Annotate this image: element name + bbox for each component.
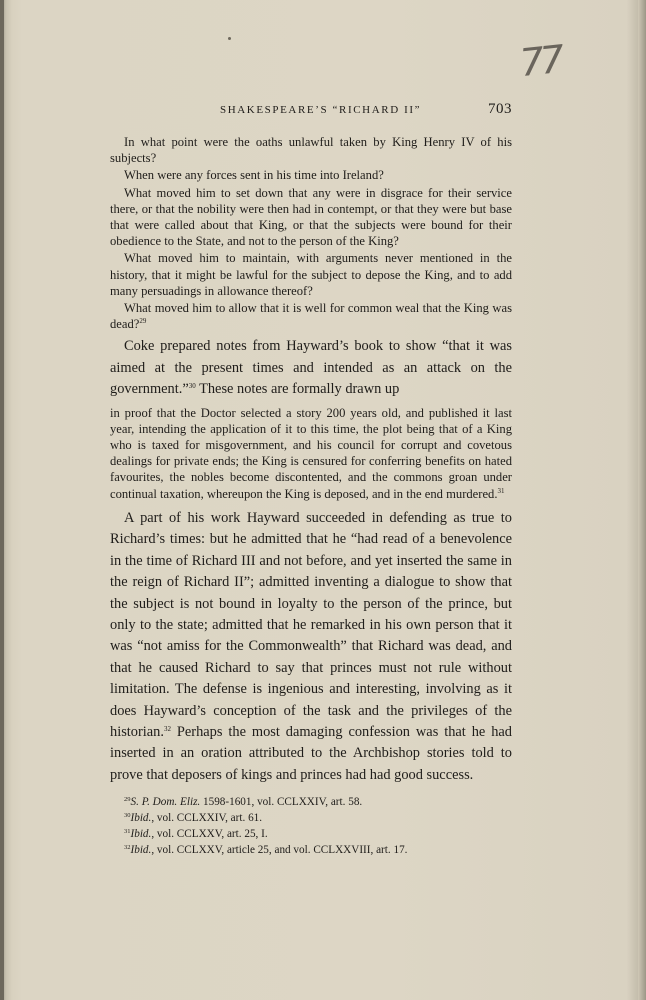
footnote-detail: , vol. CCLXXV, art. 25, I. xyxy=(151,828,268,841)
question: What moved him to maintain, with arguments never mentioned in the history, that it might be lawful for the subject to depose the King, and to add many persuadings in allowance thereof? xyxy=(110,251,512,298)
page-number: 703 xyxy=(488,101,512,117)
paragraph-text: Coke prepared notes from Hayward’s book to show “that it was aimed at the present times and intended as an attack on the government.” xyxy=(110,338,512,398)
footnote-ref[interactable]: 30 xyxy=(188,382,196,391)
paragraph-text: These notes are formally drawn up xyxy=(195,381,400,398)
footnote-source: Ibid. xyxy=(130,844,152,857)
footnote-ref[interactable]: 32 xyxy=(163,724,171,733)
question: In what point were the oaths unlawful taken by King Henry IV of his subjects? xyxy=(110,135,512,166)
ink-speck xyxy=(228,37,231,40)
paragraph-text: Perhaps the most damaging confession was that he had inserted in an oration attributed to the Archbishop stories told to prove that deposers of kings and princes had had good success. xyxy=(110,723,512,783)
footnotes xyxy=(110,794,512,858)
paragraph xyxy=(110,508,512,786)
footnote xyxy=(110,794,512,810)
footnote-source: S. P. Dom. Eliz. xyxy=(130,796,201,809)
text-block xyxy=(110,134,512,858)
footnote-source: Ibid. xyxy=(130,812,152,825)
paragraph xyxy=(110,336,512,400)
footnote xyxy=(110,842,512,858)
quote-text: in proof that the Doctor selected a story 200 years old, and published it last year, intending the application of it to this time, the plot being that of a King who is taxed for misgovernment, and his council for corrupt and covetous dealings for private ends; the King is censured for conferring benefits on hated favourites, the nobles become discontented, and the commons groan under continual taxation, whereupon the King is deposed, and in the end murdered. xyxy=(110,405,512,501)
footnote-number: 32 xyxy=(124,844,131,852)
running-title: SHAKESPEARE’S “RICHARD II” xyxy=(220,104,422,116)
question: What moved him to set down that any were in disgrace for their service there, or that the nobility were then had in contempt, or that they were but base that were called about that King, or that the subjects were bound for their obedience to the State, and not to the person of the King? xyxy=(110,185,512,249)
footnote-number: 29 xyxy=(124,796,131,804)
question: When were any forces sent in his time into Ireland? xyxy=(124,168,384,183)
footnote xyxy=(110,810,512,826)
block-quote xyxy=(110,405,512,502)
question-text: What moved him to allow that it is well for common weal that the King was dead? xyxy=(110,301,512,332)
footnote-ref[interactable]: 29 xyxy=(139,317,147,326)
footnote-number: 31 xyxy=(124,828,131,836)
footnote-source: Ibid. xyxy=(130,828,152,841)
pencil-note: 77 xyxy=(517,37,563,86)
footnote xyxy=(110,826,512,842)
footnote-ref[interactable]: 31 xyxy=(497,486,505,495)
footnote-detail: , vol. CCLXXV, article 25, and vol. CCLXXVIII, art. 17. xyxy=(151,844,408,857)
footnote-detail: 1598-1601, vol. CCLXXIV, art. 58. xyxy=(200,796,363,809)
footnote-number: 30 xyxy=(124,812,131,820)
footnote-detail: , vol. CCLXXIV, art. 61. xyxy=(151,812,263,825)
paragraph-text: A part of his work Hayward succeeded in defending as true to Richard’s times: but he admitted that he “had read of a benevolence in the time of Richard III and not before, and yet inserted the same in the reign of Richard II”; admitted inventing a dialogue to show that the subject is not bound in loyalty to the person of the prince, but only to the state; admitted that he remarked in his own person that it was “not amiss for the Commonwealth” that Richard was dead, and that he caused Richard to say that princes must not rule without limitation. The defense is ingenious and interesting, involving as it does Hayward’s conception of the task and the privileges of the historian. xyxy=(110,509,512,740)
question xyxy=(110,300,512,332)
